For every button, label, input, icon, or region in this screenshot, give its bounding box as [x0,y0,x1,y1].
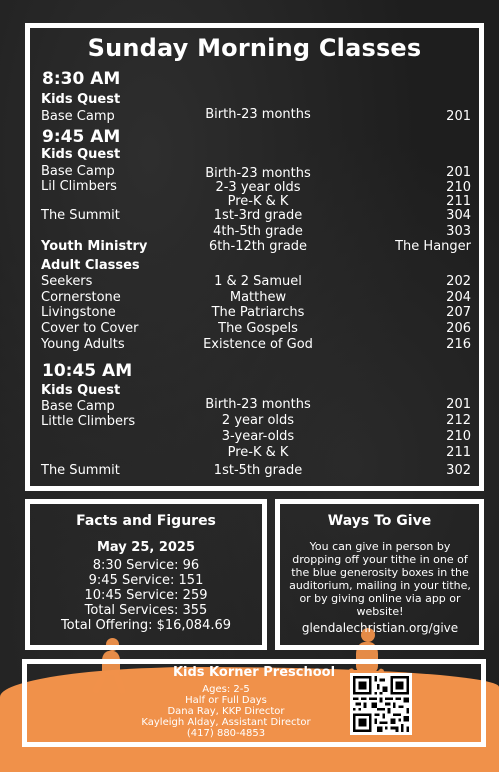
class-row [0,429,499,444]
class-room: 303 [446,224,471,239]
class-row [0,224,499,239]
group-heading: Kids Quest [41,147,121,162]
class-name: Young Adults [41,337,125,352]
class-row [0,274,499,289]
class-room: 211 [446,445,471,460]
class-row [0,208,499,223]
class-room: 202 [446,274,471,289]
class-room: The Hanger [395,239,471,254]
class-row [0,463,499,478]
facts-line: 9:45 Service: 151 [88,573,204,588]
class-age: Birth-23 months [205,107,311,122]
class-room: 211 [446,194,471,209]
give-link[interactable]: glendalechristian.org/give [301,621,459,635]
class-age: 2 year olds [221,413,295,428]
korner-line: Kayleigh Alday, Assistant Director [141,717,311,728]
group-heading: Kids Quest [41,92,121,107]
class-room: 201 [446,397,471,412]
class-age: The Gospels [218,321,298,336]
class-row [0,321,499,336]
class-room: 304 [446,208,471,223]
class-row [0,445,499,460]
class-room: 204 [446,290,471,305]
page-title: Sunday Morning Classes [87,34,422,62]
class-name: Livingstone [41,305,116,320]
class-age: Existence of God [203,337,313,352]
facts-title: Facts and Figures [76,513,216,529]
facts-date: May 25, 2025 [96,540,196,555]
group-heading: Adult Classes [41,258,140,273]
class-room: 216 [446,337,471,352]
class-row [0,414,499,429]
class-age: Birth-23 months [205,397,311,412]
class-room: 210 [446,180,471,195]
class-row [0,305,499,320]
class-age: Pre-K & K [227,194,289,209]
class-age: Birth-23 months [205,166,311,181]
class-room: 302 [446,463,471,478]
class-name: Cornerstone [41,290,121,305]
class-row [0,290,499,305]
korner-line: Dana Ray, KKP Director [167,706,285,717]
class-age: 1st-5th grade [213,463,303,478]
class-name: Base Camp [41,399,115,414]
class-row [0,399,499,414]
class-name: Little Climbers [41,414,136,429]
class-row [0,337,499,352]
class-age: 4th-5th grade [213,224,303,239]
give-body: You can give in person by dropping off your tithe in one of the blue generosity boxes in the auditorium, mailing in your tithe, or by giving online via app or website! [289,540,471,618]
class-row [0,194,499,209]
class-row [0,239,499,254]
class-name: Base Camp [41,164,115,179]
class-row [0,109,499,124]
class-age: 6th-12th grade [208,239,308,254]
class-name: Seekers [41,274,93,289]
facts-line: 8:30 Service: 96 [92,558,200,573]
session-time: 8:30 AM [42,69,121,89]
class-room: 201 [446,165,471,180]
group-heading: Kids Quest [41,383,121,398]
class-row [0,179,499,194]
class-age: 1 & 2 Samuel [214,274,302,289]
facts-line: Total Offering: $16,084.69 [60,618,232,633]
class-row [0,164,499,179]
class-name: Youth Ministry [41,239,148,254]
class-room: 210 [446,429,471,444]
class-room: 212 [446,413,471,428]
korner-line: Ages: 2-5 [202,684,250,695]
korner-line: (417) 880-4853 [186,728,266,739]
class-age: Matthew [229,290,287,305]
class-name: The Summit [41,208,120,223]
class-name: The Summit [41,463,120,478]
class-room: 201 [446,109,471,124]
class-age: 2-3 year olds [215,180,301,195]
class-room: 206 [446,321,471,336]
class-age: 3-year-olds [221,429,295,444]
class-age: The Patriarchs [211,305,305,320]
class-name: Lil Climbers [41,179,117,194]
class-age: Pre-K & K [227,445,289,460]
give-title: Ways To Give [327,513,432,529]
session-time: 10:45 AM [42,361,133,381]
class-name: Base Camp [41,109,115,124]
facts-line: Total Services: 355 [84,603,208,618]
korner-title: Kids Korner Preschool [172,665,336,680]
korner-line: Half or Full Days [185,695,267,706]
facts-line: 10:45 Service: 259 [84,588,208,603]
qr-code-icon[interactable] [350,673,412,735]
class-age: 1st-3rd grade [213,208,303,223]
class-room: 207 [446,305,471,320]
class-name: Cover to Cover [41,321,139,336]
session-time: 9:45 AM [42,127,121,147]
